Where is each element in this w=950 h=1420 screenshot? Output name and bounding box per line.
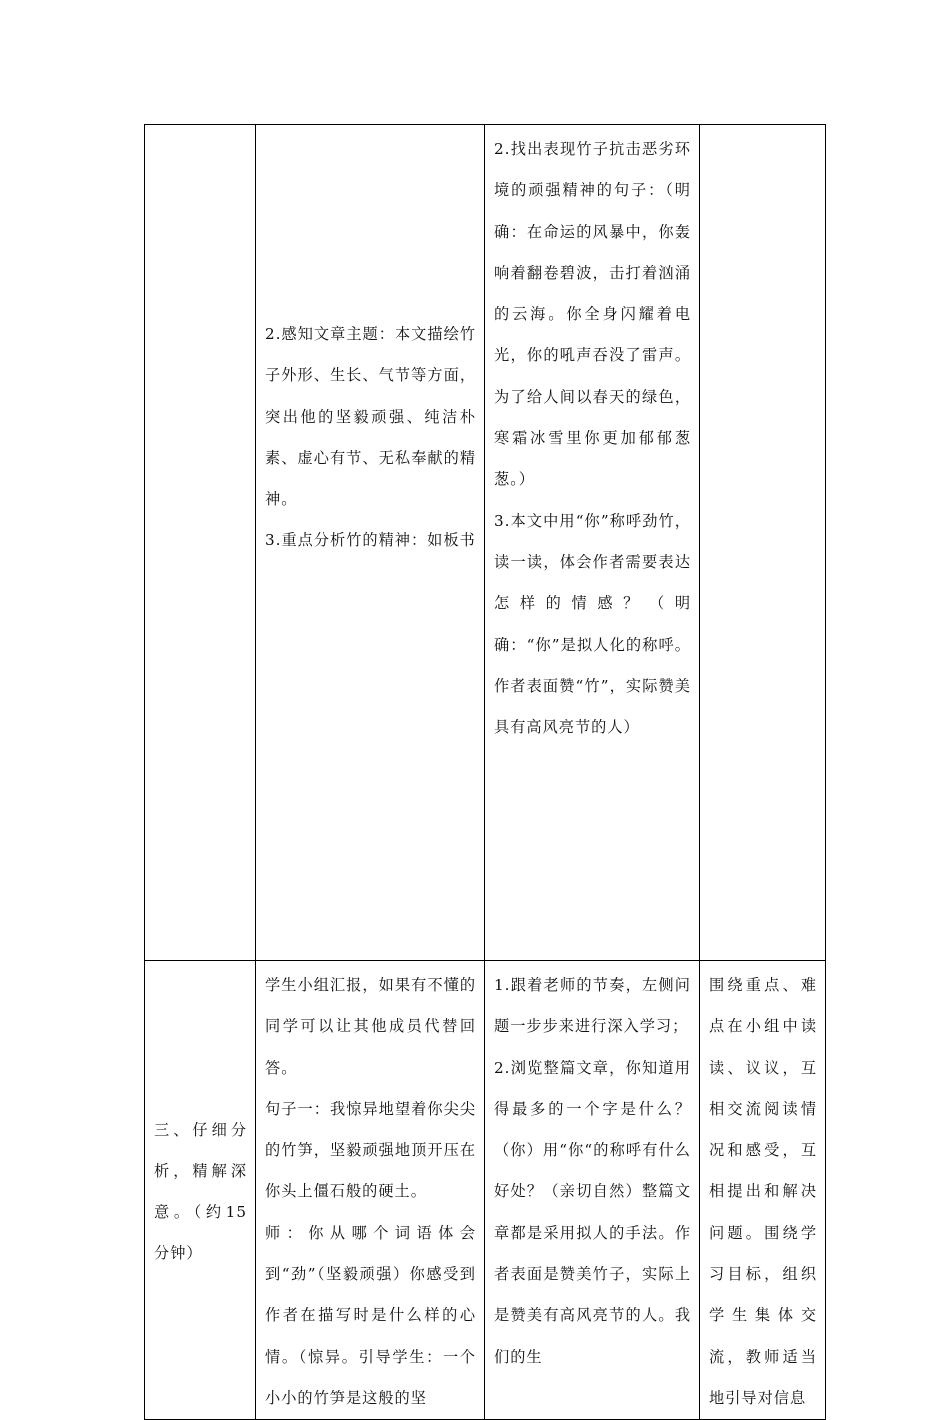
design-intent-cell [700, 125, 826, 961]
student-activity-paragraph: 2.找出表现竹子抗击恶劣环境的顽强精神的句子：（明确：在命运的风暴中，你轰响着翻卷碧波，击打着汹涌的云海。你全身闪耀着电光，你的吼声吞没了雷声。为了给人间以春天的绿色，寒霜冰雪里你更加郁郁葱葱。） [494, 140, 691, 489]
teacher-activity-paragraph: 学生小组汇报，如果有不懂的同学可以让其他成员代替回答。 [265, 976, 476, 1077]
student-activity-paragraph: 2.浏览整篇文章，你知道用得最多的一个字是什么？（你）用“你“的称呼有什么好处？（亲切自然）整篇文章都是采用拟人的手法。作者表面是赞美竹子，实际上是赞美有高风亮节的人。我们的生 [494, 1058, 691, 1366]
stage-cell: 三、仔细分析，精解深意。（约15分钟） [145, 961, 256, 1420]
teacher-activity-paragraph: 2.感知文章主题：本文描绘竹子外形、生长、气节等方面，突出他的坚毅顽强、纯洁朴素、虚心有节、无私奉献的精神。 [265, 325, 476, 509]
student-activity-paragraph: 3.本文中用“你”称呼劲竹，读一读，体会作者需要表达怎样的情感？（明确：“你”是拟人化的称呼。作者表面赞“竹”，实际赞美具有高风亮节的人） [494, 511, 691, 737]
student-activity-paragraph: 1.跟着老师的节奏，左侧问题一步步来进行深入学习； [494, 976, 691, 1036]
design-intent-cell: 围绕重点、难点在小组中读读、议议，互相交流阅读情况和感受，互相提出和解决问题。围绕学习目标，组织学生集体交流，教师适当地引导对信息 [700, 961, 826, 1420]
teacher-activity-paragraph: 句子一：我惊异地望着你尖尖的竹笋，坚毅顽强地顶开压在你头上僵石般的硬土。 [265, 1099, 476, 1201]
table-row [145, 961, 826, 1420]
teacher-activity-paragraph: 师：你从哪个词语体会到“劲”（坚毅顽强）你感受到作者在描写时是什么样的心情。（惊异。引导学生：一个小小的竹笋是这般的坚 [265, 1223, 476, 1407]
teacher-activity-cell [256, 125, 485, 961]
student-activity-cell [485, 125, 700, 961]
lesson-plan-table [144, 124, 826, 1420]
teacher-activity-paragraph: 3.重点分析竹的精神：如板书 [265, 531, 476, 550]
teacher-activity-cell [256, 961, 485, 1420]
stage-cell [145, 125, 256, 961]
table-row [145, 125, 826, 961]
student-activity-cell [485, 961, 700, 1420]
